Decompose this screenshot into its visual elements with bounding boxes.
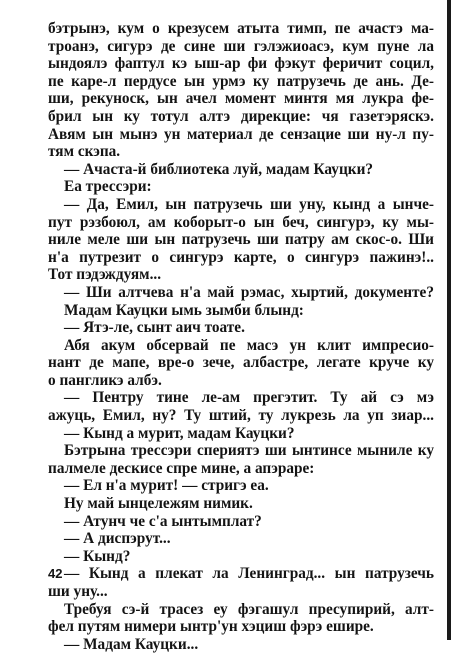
text-line: бэтрынэ, кум о крезусем атыта тимп, пе ачастэ ма- xyxy=(48,20,434,37)
text-line: ындоялэ фаптул кэ ыш-ар фи фэкут феричит социл, xyxy=(48,55,434,73)
text-line: ажуць, Емил, ну? Ту штий, ту лукрезь ла уп зиар... xyxy=(48,407,434,425)
page-edge xyxy=(447,0,451,640)
text-line: пут рэзбоюл, ам коборыт-о ын беч, сингурэ, ку мы- xyxy=(48,213,434,231)
text-line: — Кынд? xyxy=(64,547,131,565)
text-line: — Да, Емил, ын патрузечь ши уну, кынд а ынче- xyxy=(64,195,434,213)
page-number: 42 xyxy=(48,566,63,581)
text-line: Ну май ынцележям нимик. xyxy=(64,495,253,513)
text-line: — Кынд а плекат ла Ленинград... ын патрузечь xyxy=(64,565,434,583)
text-line: Требуя сэ-й трасез еу фэгашул пресупирий, алт- xyxy=(64,600,434,618)
text-line: нант де мапе, вре-о зече, албастре, легате круче ку xyxy=(48,354,434,372)
text-line: фел путям нимери ынтр'ун хэциш фэрэ ешире. xyxy=(48,618,374,636)
text-line: Абя акум обсервай пе масэ ун клит импресио- xyxy=(64,336,434,354)
text-line: Тот пэдэждуям... xyxy=(48,266,162,284)
text-line: ши уну... xyxy=(48,583,108,600)
text-line: — Ши алтчева н'а май рэмас, хыртий, документе? xyxy=(64,283,434,301)
text-line: троанэ, сигурэ де сине ши гэлэжиоасэ, кум пуне ла xyxy=(48,37,434,55)
text-line: Мадам Кауцки ымь зымби блынд: xyxy=(64,301,304,319)
text-line: палмеле дескисе спре мине, а апэраре: xyxy=(48,459,315,477)
text-line: о пангликэ албэ. xyxy=(48,371,162,389)
text-line: ниле меле ши ын патрузечь ши патру ам скос-о. Ши xyxy=(48,231,434,249)
text-line: Бэтрына трессэри спериятэ ши ынтинсе мыниле ку xyxy=(64,442,434,460)
text-line: — Пентру тине ле-ам прегэтит. Ту ай сэ мэ xyxy=(64,389,434,407)
text-line: — Атунч че с'а ынтымплат? xyxy=(64,512,262,530)
text-line: н'а путрезит о сингурэ карте, о сингурэ пажинэ!.. xyxy=(48,248,434,266)
body-text xyxy=(48,20,434,653)
text-line: — А диспэрут... xyxy=(64,530,171,548)
text-line: Еа трессэри: xyxy=(64,178,152,196)
text-line: — Ачаста-й библиотека луй, мадам Кауцки? xyxy=(64,160,374,178)
text-line: тям скэпа. xyxy=(48,143,121,161)
text-line: Авям ын мынэ ун материал де сензацие ши ну-л пу- xyxy=(48,125,434,143)
text-line: — Ятэ-ле, сынт аич тоате. xyxy=(64,319,245,337)
text-line: — Кынд а мурит, мадам Кауцки? xyxy=(64,424,295,442)
text-line: брил ын ку тотул алтэ дирекцие: чя газетэряскэ. xyxy=(48,107,434,125)
text-line: — Ел н'а мурит! — стригэ еа. xyxy=(64,477,269,495)
text-line: ши, рекуноск, ын ачел момент минтя мя лукра фе- xyxy=(48,90,434,108)
text-line: — Мадам Кауцки... xyxy=(64,635,199,653)
text-line: пе каре-л пердусе ын урмэ ку патрузечь де ань. Де- xyxy=(48,72,434,90)
